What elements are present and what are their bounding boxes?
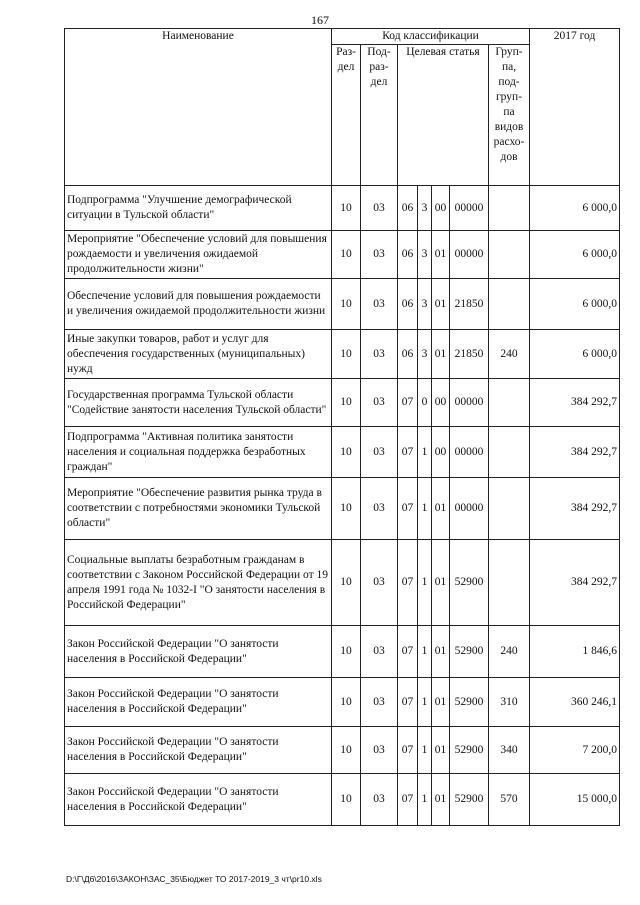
- row-expense-group: 310: [489, 678, 530, 727]
- row-podrazdel: 03: [361, 540, 398, 626]
- page-number: 167: [311, 13, 329, 27]
- row-target-direction: 21850: [450, 330, 489, 379]
- row-target-event: 01: [432, 279, 450, 330]
- row-target-subprogram: 1: [418, 478, 432, 540]
- row-podrazdel: 03: [361, 727, 398, 774]
- row-expense-group: [489, 279, 530, 330]
- row-target-event: 00: [432, 379, 450, 427]
- row-target-program: 07: [398, 540, 418, 626]
- row-podrazdel: 03: [361, 279, 398, 330]
- row-target-direction: 52900: [450, 774, 489, 826]
- row-amount: 7 200,0: [530, 727, 620, 774]
- row-name: Подпрограмма "Активная политика занятости населения и социальная поддержка безработных граждан": [65, 427, 332, 478]
- header-razdel: Раз- дел: [332, 45, 361, 186]
- table-row: [65, 427, 620, 478]
- row-name: Подпрограмма "Улучшение демографической ситуации в Тульской области": [65, 186, 332, 231]
- row-target-direction: 52900: [450, 626, 489, 678]
- row-expense-group: 340: [489, 727, 530, 774]
- row-target-program: 07: [398, 626, 418, 678]
- row-target-subprogram: 1: [418, 727, 432, 774]
- row-target-direction: 52900: [450, 678, 489, 727]
- row-target-event: 01: [432, 231, 450, 279]
- row-amount: 6 000,0: [530, 279, 620, 330]
- row-name: Обеспечение условий для повышения рождаемости и увеличения ожидаемой продолжительности жизни: [65, 279, 332, 330]
- row-target-direction: 00000: [450, 186, 489, 231]
- table-row: [65, 727, 620, 774]
- row-name: Закон Российской Федерации "О занятости населения в Российской Федерации": [65, 678, 332, 727]
- table-row: [65, 279, 620, 330]
- row-target-program: 06: [398, 330, 418, 379]
- row-target-direction: 52900: [450, 727, 489, 774]
- table-row: [65, 478, 620, 540]
- row-amount: 1 846,6: [530, 626, 620, 678]
- row-target-program: 07: [398, 379, 418, 427]
- row-amount: 384 292,7: [530, 478, 620, 540]
- row-target-direction: 52900: [450, 540, 489, 626]
- row-name: Закон Российской Федерации "О занятости населения в Российской Федерации": [65, 626, 332, 678]
- header-target: Целевая статья: [398, 45, 489, 186]
- row-expense-group: 240: [489, 626, 530, 678]
- row-target-subprogram: 3: [418, 231, 432, 279]
- row-amount: 360 246,1: [530, 678, 620, 727]
- row-razdel: 10: [332, 186, 361, 231]
- row-target-direction: 00000: [450, 231, 489, 279]
- row-razdel: 10: [332, 231, 361, 279]
- row-target-program: 07: [398, 427, 418, 478]
- row-podrazdel: 03: [361, 774, 398, 826]
- row-target-direction: 00000: [450, 427, 489, 478]
- header-podrazdel: Под- раз- дел: [361, 45, 398, 186]
- row-razdel: 10: [332, 478, 361, 540]
- row-razdel: 10: [332, 626, 361, 678]
- row-target-direction: 00000: [450, 478, 489, 540]
- row-target-event: 01: [432, 626, 450, 678]
- row-expense-group: [489, 478, 530, 540]
- row-podrazdel: 03: [361, 427, 398, 478]
- row-podrazdel: 03: [361, 186, 398, 231]
- row-amount: 15 000,0: [530, 774, 620, 826]
- header-code-group: Код классификации: [332, 29, 530, 45]
- row-razdel: 10: [332, 678, 361, 727]
- row-expense-group: 240: [489, 330, 530, 379]
- row-amount: 384 292,7: [530, 379, 620, 427]
- budget-table: [64, 28, 620, 826]
- table-row: [65, 186, 620, 231]
- row-podrazdel: 03: [361, 626, 398, 678]
- row-name: Мероприятие "Обеспечение условий для повышения рождаемости и увеличения ожидаемой продолжительности жизни": [65, 231, 332, 279]
- header-year: 2017 год: [530, 29, 620, 186]
- row-target-program: 07: [398, 727, 418, 774]
- row-target-event: 01: [432, 678, 450, 727]
- row-target-program: 07: [398, 478, 418, 540]
- row-expense-group: [489, 186, 530, 231]
- table-row: [65, 626, 620, 678]
- table-row: [65, 231, 620, 279]
- row-amount: 6 000,0: [530, 330, 620, 379]
- row-razdel: 10: [332, 330, 361, 379]
- row-target-program: 07: [398, 678, 418, 727]
- row-target-event: 01: [432, 774, 450, 826]
- row-target-subprogram: 1: [418, 774, 432, 826]
- row-target-event: 01: [432, 330, 450, 379]
- row-target-event: 01: [432, 727, 450, 774]
- row-target-subprogram: 3: [418, 279, 432, 330]
- header-group: Груп- па, под- груп- па видов расхо- дов: [489, 45, 530, 186]
- row-name: Государственная программа Тульской области "Содействие занятости населения Тульской области": [65, 379, 332, 427]
- row-target-subprogram: 3: [418, 330, 432, 379]
- row-target-subprogram: 1: [418, 678, 432, 727]
- table-row: [65, 330, 620, 379]
- row-target-event: 00: [432, 427, 450, 478]
- row-razdel: 10: [332, 727, 361, 774]
- row-amount: 6 000,0: [530, 186, 620, 231]
- row-name: Закон Российской Федерации "О занятости населения в Российской Федерации": [65, 774, 332, 826]
- row-expense-group: [489, 379, 530, 427]
- row-target-direction: 21850: [450, 279, 489, 330]
- row-expense-group: [489, 231, 530, 279]
- header-name: Наименование: [65, 29, 332, 186]
- row-expense-group: [489, 540, 530, 626]
- table-row: [65, 774, 620, 826]
- row-razdel: 10: [332, 540, 361, 626]
- row-target-subprogram: 1: [418, 540, 432, 626]
- table-row: [65, 540, 620, 626]
- table-row: [65, 678, 620, 727]
- table-row: [65, 379, 620, 427]
- row-amount: 384 292,7: [530, 540, 620, 626]
- file-path-footer: D:\Г\Д6\2016\ЗАКОН\ЗАС_35\Бюджет ТО 2017-2019_3 чт\pr10.xls: [66, 874, 322, 884]
- row-podrazdel: 03: [361, 678, 398, 727]
- row-amount: 384 292,7: [530, 427, 620, 478]
- row-target-subprogram: 1: [418, 626, 432, 678]
- row-target-subprogram: 1: [418, 427, 432, 478]
- row-expense-group: 570: [489, 774, 530, 826]
- row-target-subprogram: 0: [418, 379, 432, 427]
- row-razdel: 10: [332, 427, 361, 478]
- row-target-program: 06: [398, 279, 418, 330]
- row-amount: 6 000,0: [530, 231, 620, 279]
- row-podrazdel: 03: [361, 379, 398, 427]
- row-target-direction: 00000: [450, 379, 489, 427]
- row-name: Иные закупки товаров, работ и услуг для обеспечения государственных (муниципальных) нужд: [65, 330, 332, 379]
- row-name: Мероприятие "Обеспечение развития рынка труда в соответствии с потребностями экономики Тульской области": [65, 478, 332, 540]
- row-name: Социальные выплаты безработным гражданам в соответствии с Законом Российской Федерации от 19 апреля 1991 года № 1032-I "О занятости населения в Российской Федерации": [65, 540, 332, 626]
- row-target-program: 06: [398, 231, 418, 279]
- row-podrazdel: 03: [361, 231, 398, 279]
- row-expense-group: [489, 427, 530, 478]
- row-name: Закон Российской Федерации "О занятости населения в Российской Федерации": [65, 727, 332, 774]
- row-target-event: 01: [432, 478, 450, 540]
- row-target-event: 01: [432, 540, 450, 626]
- row-target-event: 00: [432, 186, 450, 231]
- row-razdel: 10: [332, 279, 361, 330]
- row-target-program: 06: [398, 186, 418, 231]
- row-razdel: 10: [332, 774, 361, 826]
- row-target-program: 07: [398, 774, 418, 826]
- row-podrazdel: 03: [361, 330, 398, 379]
- row-razdel: 10: [332, 379, 361, 427]
- row-podrazdel: 03: [361, 478, 398, 540]
- row-target-subprogram: 3: [418, 186, 432, 231]
